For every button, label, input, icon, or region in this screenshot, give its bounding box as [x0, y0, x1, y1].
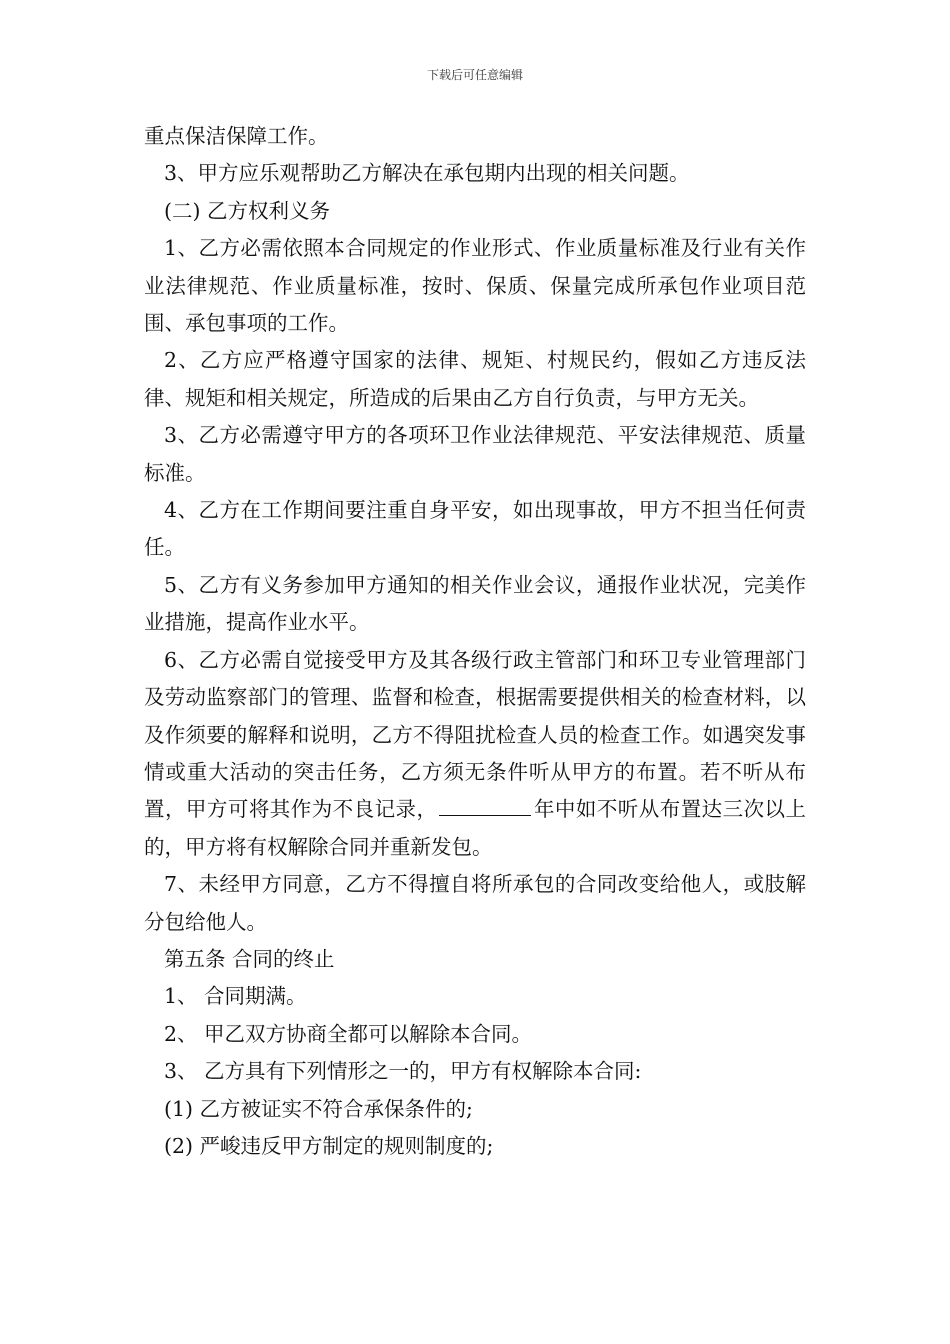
termination-item-1: 1、 合同期满。 — [164, 984, 307, 1009]
paragraph-party-b-item-4: 4、乙方在工作期间要注重自身平安，如出现事故，甲方不担当任何责任。 — [144, 498, 806, 560]
fill-in-blank — [439, 797, 531, 816]
termination-item-2: 2、 甲乙双方协商全都可以解除本合同。 — [164, 1021, 533, 1046]
paragraph-6-text-before-blank: 6、乙方必需自觉接受甲方及其各级行政主管部门和环卫专业管理部门及劳动监察部门的管理、监督和检查，根据需要提供相关的检查材料，以及作须要的解释和说明，乙方不得阻扰检查人员的检查工作。如遇突发事情或重大活动的突击任务，乙方须无条件听从甲方的布置。若不听从布置，甲方可将其作为不良记录， — [144, 647, 806, 822]
paragraph-party-b-item-3: 3、乙方必需遵守甲方的各项环卫作业法律规范、平安法律规范、质量标准。 — [144, 423, 806, 485]
article-5-heading: 第五条 合同的终止 — [164, 946, 335, 971]
paragraph-party-b-item-1: 1、乙方必需依照本合同规定的作业形式、作业质量标准及行业有关作业法律规范、作业质量标准，按时、保质、保量完成所承包作业项目范围、承包事项的工作。 — [144, 236, 806, 336]
paragraph-continuation: 重点保洁保障工作。 — [144, 124, 329, 148]
paragraph-party-b-item-6 — [144, 642, 806, 866]
paragraph-party-b-item-5: 5、乙方有义务参加甲方通知的相关作业会议，通报作业状况，完美作业措施，提高作业水平。 — [144, 572, 806, 635]
termination-item-3: 3、 乙方具有下列情形之一的，甲方有权解除本合同: — [164, 1059, 642, 1084]
paragraph-party-b-item-7: 7、未经甲方同意，乙方不得擅自将所承包的合同改变给他人，或肢解分包给他人。 — [144, 872, 806, 934]
document-body — [144, 118, 806, 1165]
paragraph-6-text-after-blank: 年中如不听从布置达三次以上的，甲方将有权解除合同并重新发包。 — [144, 797, 807, 859]
termination-subitem-2: (2) 严峻违反甲方制定的规则制度的; — [164, 1133, 494, 1158]
paragraph-party-b-item-2: 2、乙方应严格遵守国家的法律、规矩、村规民约，假如乙方违反法律、规矩和相关规定，所造成的后果由乙方自行负责，与甲方无关。 — [144, 348, 806, 410]
page-header: 下载后可任意编辑 — [426, 68, 523, 82]
section-heading-party-b: (二) 乙方权利义务 — [164, 198, 331, 223]
termination-subitem-1: (1) 乙方被证实不符合承保条件的; — [164, 1096, 473, 1121]
paragraph-party-a-item-3: 3、甲方应乐观帮助乙方解决在承包期内出现的相关问题。 — [164, 161, 690, 186]
